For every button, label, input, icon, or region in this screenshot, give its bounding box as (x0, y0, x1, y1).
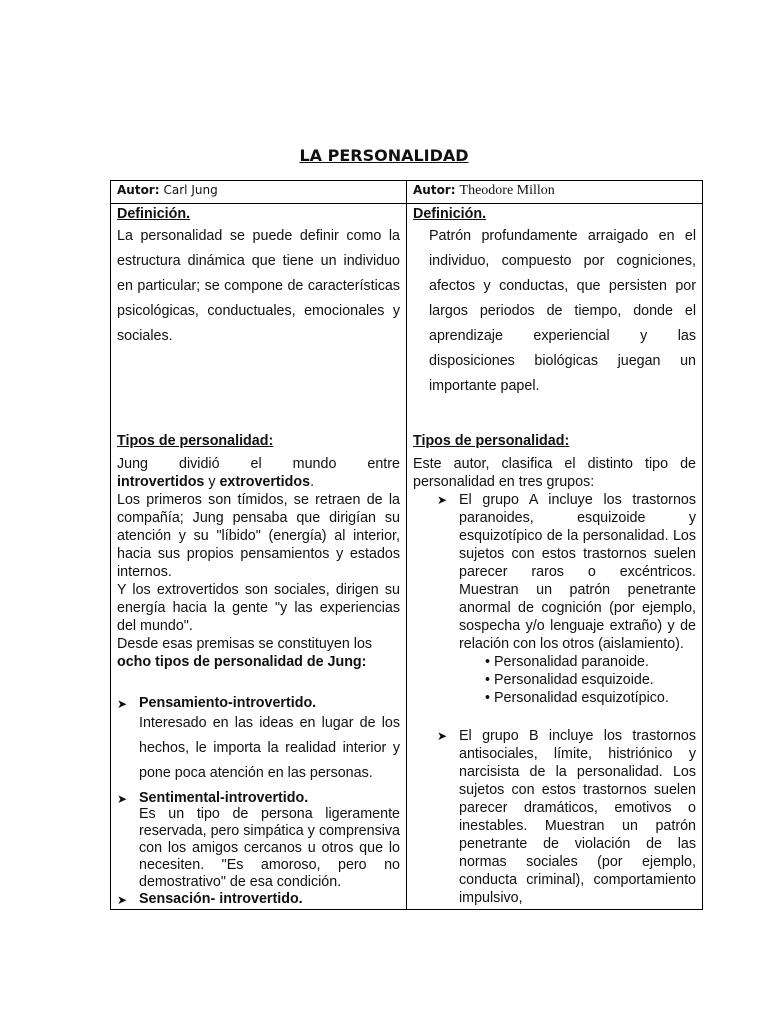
page-title: LA PERSONALIDAD (299, 146, 469, 165)
left-types-heading: Tipos de personalidad: (117, 433, 274, 449)
group-a-list-item-1-text: Personalidad paranoide. (493, 654, 649, 670)
jung-item-2-title: Sentimental-introvertido. (139, 790, 309, 806)
arrow-bullet-icon: ➤ (117, 792, 128, 806)
jung-item-1-title: Pensamiento-introvertido. (139, 695, 317, 711)
jung-item-3-title: Sensación- introvertido. (139, 891, 303, 907)
group-a-list-item-1: • Personalidad paranoide. (485, 654, 649, 670)
group-a-list-item-3: • Personalidad esquizotípico. (485, 690, 669, 706)
left-types-p4-bold: ocho tipos de personalidad de Jung: (117, 654, 367, 670)
author-label-right: Autor: (413, 183, 456, 197)
arrow-bullet-icon: ➤ (437, 493, 448, 507)
group-a-list-item-3-text: Personalidad esquizotípico. (493, 690, 669, 706)
left-column (111, 204, 407, 910)
left-types-p1a: Jung dividió el mundo entre (117, 456, 400, 472)
left-definition-heading: Definición. (117, 206, 191, 222)
author-row (111, 181, 703, 204)
left-types-p3: Y los extrovertidos son sociales, dirigen su energía hacia la gente "y las experiencias del mundo". (117, 582, 400, 634)
author-label-left: Autor: (117, 183, 160, 197)
right-definition-heading: Definición. (413, 206, 487, 222)
jung-item-1 (117, 695, 400, 786)
group-a-item (413, 491, 696, 653)
right-column (407, 204, 703, 910)
group-a-list-item-2: • Personalidad esquizoide. (485, 672, 654, 688)
group-b-item (413, 727, 696, 907)
author-cell-left (111, 181, 407, 204)
content-row (111, 204, 703, 910)
left-types-p1b (117, 473, 400, 491)
right-types-heading: Tipos de personalidad: (413, 433, 570, 449)
author-name-left: Carl Jung (163, 183, 218, 197)
group-a-text: El grupo A incluye los trastornos paranoides, esquizoide y esquizotípico de la personalidad. Los sujetos con estos trastornos suelen parecer raros o excéntricos. Muestran un patrón penetrante anormal de cognición (por ejemplo, sospecha y/o lenguaje extraño) y de relación con los otros (aislamiento). (459, 492, 696, 652)
left-types-p4: Desde esas premisas se constituyen los (117, 636, 373, 652)
arrow-bullet-icon: ➤ (437, 729, 448, 743)
jung-item-2 (117, 790, 400, 891)
jung-item-3 (117, 891, 400, 909)
author-cell-right (407, 181, 703, 204)
right-types-intro: Este autor, clasifica el distinto tipo de personalidad en tres grupos: (413, 456, 696, 490)
right-definition-text: Patrón profundamente arraigado en el individuo, compuesto por cogniciones, afectos y conductas, que persisten por largos periodos de tiempo, donde el aprendizaje experiencial y las disposiciones biológicas juegan un importante papel. (429, 228, 696, 394)
y-text: y (204, 474, 220, 490)
left-definition-text: La personalidad se puede definir como la estructura dinámica que tiene un individuo en particular; se compone de características psicológicas, conductuales, emocionales y sociales. (117, 228, 400, 344)
arrow-bullet-icon: ➤ (117, 697, 128, 711)
comparison-table (110, 180, 703, 910)
extrovertidos-text: extrovertidos (219, 474, 311, 490)
arrow-bullet-icon: ➤ (117, 893, 128, 907)
jung-item-2-text: Es un tipo de persona ligeramente reservada, pero simpática y comprensiva con los amigos cercanos u otros que lo necesiten. "Es amoroso, pero no demostrativo" de esa condición. (139, 806, 400, 890)
introvertidos-text: introvertidos (117, 474, 205, 490)
group-b-text: El grupo B incluye los trastornos antisociales, límite, histriónico y narcisista de la personalidad. Los sujetos con estos trastornos suelen parecer dramáticos, emotivos o inestables. Muestran un patrón penetrante de violación de las normas sociales (por ejemplo, conducta criminal), comportamiento impulsivo, (459, 728, 696, 906)
author-name-right: Theodore Millon (459, 183, 555, 198)
period-text: . (310, 474, 315, 490)
left-types-p2: Los primeros son tímidos, se retraen de la compañía; Jung pensaba que dirigían su atención y su "líbido" (energía) al interior, hacia sus propios pensamientos y estados internos. (117, 492, 400, 580)
left-types-body (117, 455, 400, 671)
group-a-list-item-2-text: Personalidad esquizoide. (493, 672, 654, 688)
jung-item-1-text: Interesado en las ideas en lugar de los hechos, le importa la realidad interior y pone poca atención en las personas. (139, 715, 400, 781)
